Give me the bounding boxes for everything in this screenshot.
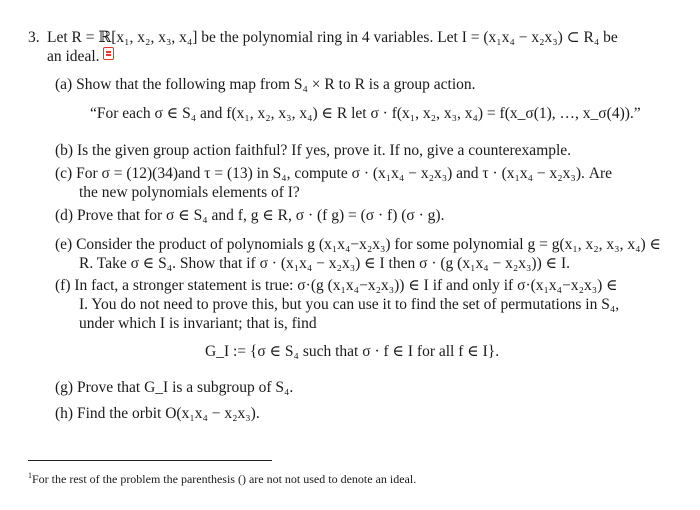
part-c-line-2: the new polynomials elements of I? bbox=[79, 184, 300, 201]
footnote-number: 1 bbox=[28, 471, 32, 480]
footnote bbox=[28, 469, 416, 486]
part-e-line-2: R. Take σ ∈ S₄. Show that if σ · (x₁x₄ − x₂x₃) ∈ I then σ · (g (x₁x₄ − x₂x₃)) ∈ I. bbox=[79, 255, 571, 272]
part-e-line-1: (e) Consider the product of polynomials g (x₁x₄−x₂x₃) for some polynomial g = g(x₁, x₂, x₃, x₄) ∈ bbox=[55, 236, 661, 253]
part-a-text: (a) Show that the following map from S₄ × R to R is a group action. bbox=[55, 76, 476, 93]
part-g-text: (g) Prove that G_I is a subgroup of S₄. bbox=[55, 379, 294, 396]
problem-intro-line-1: Let R = ℝ[x₁, x₂, x₃, x₄] be the polynomial ring in 4 variables. Let I = (x₁x₄ − x₂x₃) ⊂ R₄ be bbox=[47, 29, 618, 46]
part-f-display-equation: G_I := {σ ∈ S₄ such that σ · f ∈ I for all f ∈ I}. bbox=[205, 343, 500, 360]
footnote-mark-icon[interactable] bbox=[103, 47, 114, 60]
part-c-line-1: (c) For σ = (12)(34)and τ = (13) in S₄, compute σ · (x₁x₄ − x₂x₃) and τ · (x₁x₄ − x₂x₃). Are bbox=[55, 165, 612, 182]
part-d-text: (d) Prove that for σ ∈ S₄ and f, g ∈ R, σ · (f g) = (σ · f) (σ · g). bbox=[55, 207, 445, 224]
part-b-text: (b) Is the given group action faithful? If yes, prove it. If no, give a counterexample. bbox=[55, 142, 572, 159]
problem-number: 3. bbox=[28, 29, 40, 46]
part-f-line-3: under which I is invariant; that is, find bbox=[79, 315, 317, 332]
problem-intro-line-2-wrap bbox=[47, 47, 114, 66]
problem-intro-line-2: an ideal. bbox=[47, 48, 100, 65]
part-f-line-1: (f) In fact, a stronger statement is true: σ·(g (x₁x₄−x₂x₃)) ∈ I if and only if σ·(x₁x₄−x₂x₃) ∈ bbox=[55, 277, 618, 294]
footnote-divider bbox=[28, 460, 272, 461]
part-h-text: (h) Find the orbit O(x₁x₄ − x₂x₃). bbox=[55, 405, 260, 422]
part-f-line-2: I. You do not need to prove this, but you can use it to find the set of permutations in S₄, bbox=[79, 296, 620, 313]
footnote-text: For the rest of the problem the parenthesis () are not not used to denote an ideal. bbox=[32, 472, 417, 486]
part-a-quote: “For each σ ∈ S₄ and f(x₁, x₂, x₃, x₄) ∈ R let σ · f(x₁, x₂, x₃, x₄) = f(x_σ(1), …, x_σ(4)).” bbox=[90, 105, 641, 122]
